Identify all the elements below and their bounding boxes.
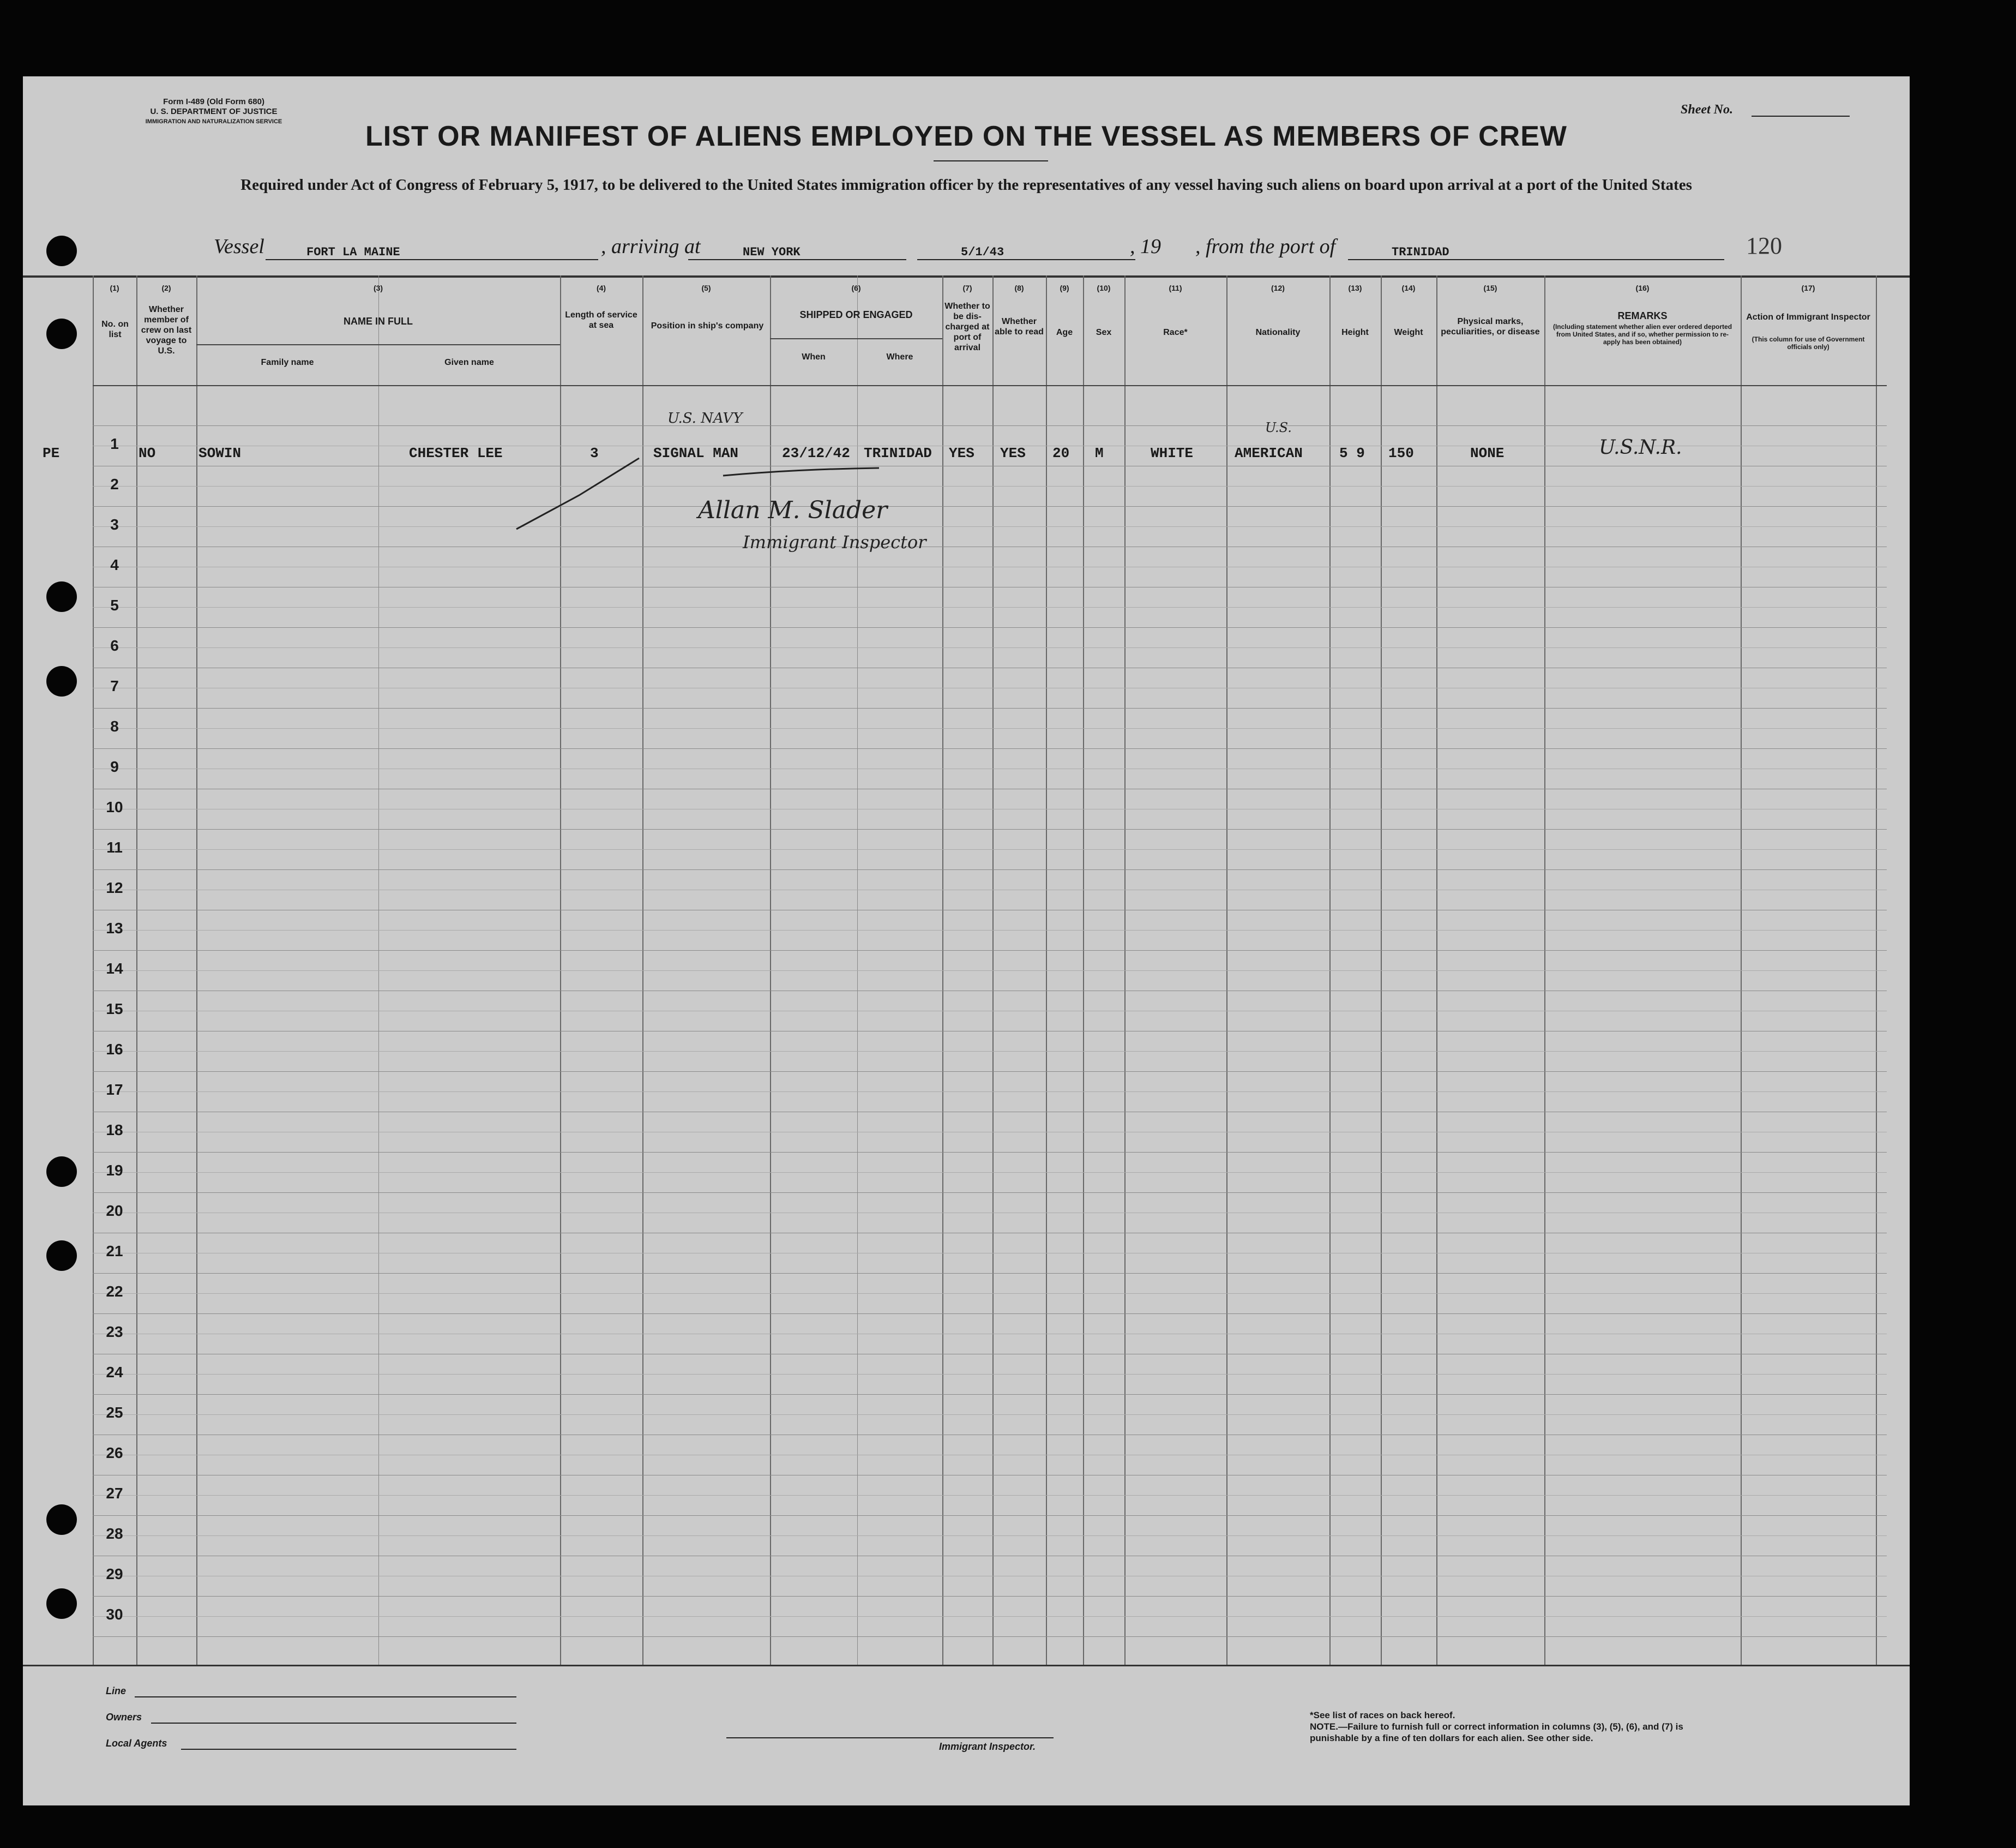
colhead-given-name: Given name [444, 358, 494, 367]
row-rule [93, 1071, 1887, 1072]
cell-weight: 150 [1388, 445, 1414, 461]
row-rule [93, 627, 1887, 628]
line-field [135, 1696, 516, 1697]
arriving-value: NEW YORK [743, 245, 801, 259]
row-subrule [93, 1051, 1887, 1052]
colnum-4: (4) [596, 284, 606, 292]
colhead-no-on-list: No. on list [101, 320, 129, 339]
department: U. S. DEPARTMENT OF JUSTICE [150, 107, 278, 116]
row-number: 26 [106, 1444, 123, 1461]
colhead-discharged: Whether to be dis-charged at port of arrival [944, 302, 990, 352]
row-rule [93, 1273, 1887, 1274]
row-number: 20 [106, 1202, 123, 1219]
colnum-6: (6) [851, 284, 861, 292]
strike-through-stroke [514, 431, 699, 535]
penalty-note: NOTE.—Failure to furnish full or correct information in columns (3), (5), (6), and (7) is punishable by a fine of ten dollars for each alien. See other side. [1310, 1721, 1683, 1743]
page-title: LIST OR MANIFEST OF ALIENS EMPLOYED ON THE VESSEL AS MEMBERS OF CREW [365, 121, 1567, 152]
row-number: 15 [106, 1000, 123, 1017]
row-subrule [93, 728, 1887, 729]
colhead-where: Where [886, 352, 913, 362]
signature-name: Allan M. Slader [698, 496, 888, 524]
vessel-line [266, 259, 598, 260]
colhead-length-service: Length of service at sea [565, 310, 637, 330]
cell-race: WHITE [1151, 445, 1194, 461]
colnum-1: (1) [110, 284, 119, 292]
row-rule [93, 1596, 1887, 1597]
colnum-17: (17) [1801, 284, 1815, 292]
row-number: 5 [110, 597, 119, 614]
local-agents-field [181, 1749, 516, 1750]
punch-hole [46, 1240, 77, 1271]
position-underline-stroke [721, 465, 884, 481]
colhead-family-name: Family name [261, 358, 314, 367]
row-rule [93, 1152, 1887, 1153]
colhead-race: Race* [1163, 328, 1188, 337]
colhead-remarks: REMARKS [1617, 310, 1668, 321]
row-number: 8 [110, 718, 119, 735]
row-number: 16 [106, 1041, 123, 1058]
row-subrule [93, 970, 1887, 971]
row-number: 9 [110, 758, 119, 775]
cell-height: 5 9 [1339, 445, 1365, 461]
cell-last-voyage: NO [139, 445, 156, 461]
cell-when: 23/12/42 [782, 445, 850, 461]
colhead-inspector-detail: (This column for use of Government officials only) [1752, 335, 1865, 351]
inspector-label: Immigrant Inspector. [939, 1741, 1036, 1752]
colnum-14: (14) [1401, 284, 1416, 292]
colhead-physical-marks: Physical marks, peculiarities, or disease [1441, 317, 1540, 337]
colnum-9: (9) [1060, 284, 1069, 292]
form-number: Form I-489 (Old Form 680) [163, 97, 264, 106]
arriving-label: , arriving at [601, 235, 701, 258]
punch-hole [46, 1588, 77, 1619]
vessel-value: FORT LA MAINE [306, 245, 400, 259]
arriving-line [688, 259, 906, 260]
races-note: *See list of races on back hereof. [1310, 1710, 1455, 1720]
row-marker: PE [43, 445, 60, 461]
page-number: 120 [1746, 232, 1782, 259]
shipped-rule [770, 338, 942, 339]
row-number: 19 [106, 1162, 123, 1179]
row-number: 1 [110, 435, 119, 452]
row-number: 25 [106, 1404, 123, 1421]
colnum-3: (3) [373, 284, 383, 292]
colnum-10: (10) [1097, 284, 1111, 292]
row-number: 22 [106, 1283, 123, 1300]
row-rule [93, 829, 1887, 830]
row-rule [93, 425, 1887, 426]
row-number: 21 [106, 1243, 123, 1259]
row-number: 6 [110, 637, 119, 654]
colhead-when: When [802, 352, 826, 362]
colnum-13: (13) [1348, 284, 1362, 292]
row-number: 27 [106, 1485, 123, 1502]
colnum-7: (7) [962, 284, 972, 292]
table-top-border [23, 275, 1910, 278]
row-number: 3 [110, 516, 119, 533]
colhead-position: Position in ship's company [651, 321, 764, 331]
row-rule [93, 950, 1887, 951]
cell-service: 3 [590, 445, 599, 461]
colnum-16: (16) [1635, 284, 1650, 292]
cell-nationality: AMERICAN [1235, 445, 1303, 461]
name-rule [196, 344, 560, 345]
row-rule [93, 1394, 1887, 1395]
row-subrule [93, 647, 1887, 648]
cell-marks: NONE [1470, 445, 1505, 461]
header-separator [93, 385, 1887, 386]
cell-age: 20 [1052, 445, 1070, 461]
punch-hole [46, 1156, 77, 1187]
row-subrule [93, 607, 1887, 608]
colnum-5: (5) [701, 284, 711, 292]
row-rule [93, 1636, 1887, 1637]
manifest-sheet [23, 76, 1910, 1805]
row-subrule [93, 1495, 1887, 1496]
owners-field [151, 1723, 516, 1724]
punch-hole [46, 1504, 77, 1535]
colhead-inspector-action: Action of Immigrant Inspector [1746, 313, 1870, 322]
sheet-number-label: Sheet No. [1681, 103, 1733, 117]
table-bottom-border [23, 1665, 1910, 1666]
colhead-remarks-detail: (Including statement whether alien ever ordered deported from United States, and if so, whether permission to re-apply has been obtained) [1552, 323, 1732, 346]
colhead-nationality: Nationality [1255, 328, 1301, 337]
cell-given-name: CHESTER LEE [409, 445, 503, 461]
row-rule [93, 869, 1887, 870]
year-label: , 19 [1130, 235, 1161, 258]
from-value: TRINIDAD [1392, 245, 1449, 259]
cell-where: TRINIDAD [864, 445, 932, 461]
row-subrule [93, 1172, 1887, 1173]
signature-title: Immigrant Inspector [743, 532, 926, 553]
row-rule [93, 1192, 1887, 1193]
line-label: Line [106, 1685, 127, 1696]
cell-position: SIGNAL MAN [653, 445, 739, 461]
row-rule [93, 748, 1887, 749]
inspector-signature-line [726, 1737, 1054, 1738]
cell-nationality-note: U.S. [1265, 420, 1292, 435]
row-subrule [93, 1374, 1887, 1375]
colhead-age: Age [1056, 328, 1073, 337]
row-number: 13 [106, 920, 123, 937]
from-label: , from the port of [1195, 235, 1336, 258]
local-agents-label: Local Agents [106, 1738, 167, 1749]
row-number: 14 [106, 960, 123, 977]
cell-position-note: U.S. NAVY [667, 410, 743, 427]
cell-discharged: YES [949, 445, 974, 461]
row-number: 29 [106, 1565, 123, 1582]
cell-read: YES [1000, 445, 1026, 461]
row-number: 11 [106, 839, 123, 856]
colnum-12: (12) [1271, 284, 1285, 292]
cell-remarks: U.S.N.R. [1599, 436, 1682, 459]
row-rule [93, 1313, 1887, 1314]
row-number: 23 [106, 1323, 123, 1340]
row-subrule [93, 526, 1887, 527]
row-number: 12 [106, 879, 123, 896]
from-line [1348, 259, 1724, 260]
colnum-11: (11) [1169, 284, 1182, 292]
row-subrule [93, 849, 1887, 850]
colnum-2: (2) [161, 284, 171, 292]
row-number: 4 [110, 556, 119, 573]
punch-hole [46, 666, 77, 697]
colhead-shipped-engaged: SHIPPED OR ENGAGED [799, 309, 913, 320]
row-subrule [93, 486, 1887, 487]
colnum-8: (8) [1014, 284, 1024, 292]
sheet-number-line [1752, 116, 1850, 117]
row-number: 10 [106, 799, 123, 815]
cell-sex: M [1095, 445, 1104, 461]
row-number: 18 [106, 1121, 123, 1138]
date-value: 5/1/43 [961, 245, 1004, 259]
colhead-sex: Sex [1096, 328, 1112, 337]
punch-hole [46, 581, 77, 612]
row-subrule [93, 1616, 1887, 1617]
punch-hole [46, 236, 77, 266]
colnum-15: (15) [1483, 284, 1497, 292]
row-subrule [93, 1414, 1887, 1415]
vessel-label: Vessel [214, 235, 264, 258]
colhead-name-in-full: NAME IN FULL [344, 316, 413, 327]
colhead-able-to-read: Whether able to read [995, 317, 1044, 337]
title-rule [934, 160, 1048, 161]
row-number: 28 [106, 1525, 123, 1542]
row-number: 24 [106, 1364, 123, 1381]
cell-family-name: SOWIN [198, 445, 242, 461]
punch-hole [46, 319, 77, 349]
colhead-weight: Weight [1394, 328, 1423, 337]
colhead-last-voyage: Whether member of crew on last voyage to U.S. [141, 305, 192, 356]
row-number: 2 [110, 476, 119, 493]
row-number: 30 [106, 1606, 123, 1623]
row-rule [93, 1515, 1887, 1516]
date-line [917, 259, 1135, 260]
colhead-height: Height [1341, 328, 1369, 337]
row-subrule [93, 1293, 1887, 1294]
row-rule [93, 708, 1887, 709]
row-subrule [93, 1091, 1887, 1092]
row-number: 7 [110, 677, 119, 694]
owners-label: Owners [106, 1712, 142, 1723]
row-subrule [93, 930, 1887, 931]
row-subrule [93, 1535, 1887, 1536]
row-rule [93, 506, 1887, 507]
page-subtitle: Required under Act of Congress of February 5, 1917, to be delivered to the United States immigration officer by the representatives of any vessel having such aliens on board upon arrival at a port of the United States [240, 176, 1692, 194]
row-number: 17 [106, 1081, 123, 1098]
service: IMMIGRATION AND NATURALIZATION SERVICE [145, 118, 282, 125]
